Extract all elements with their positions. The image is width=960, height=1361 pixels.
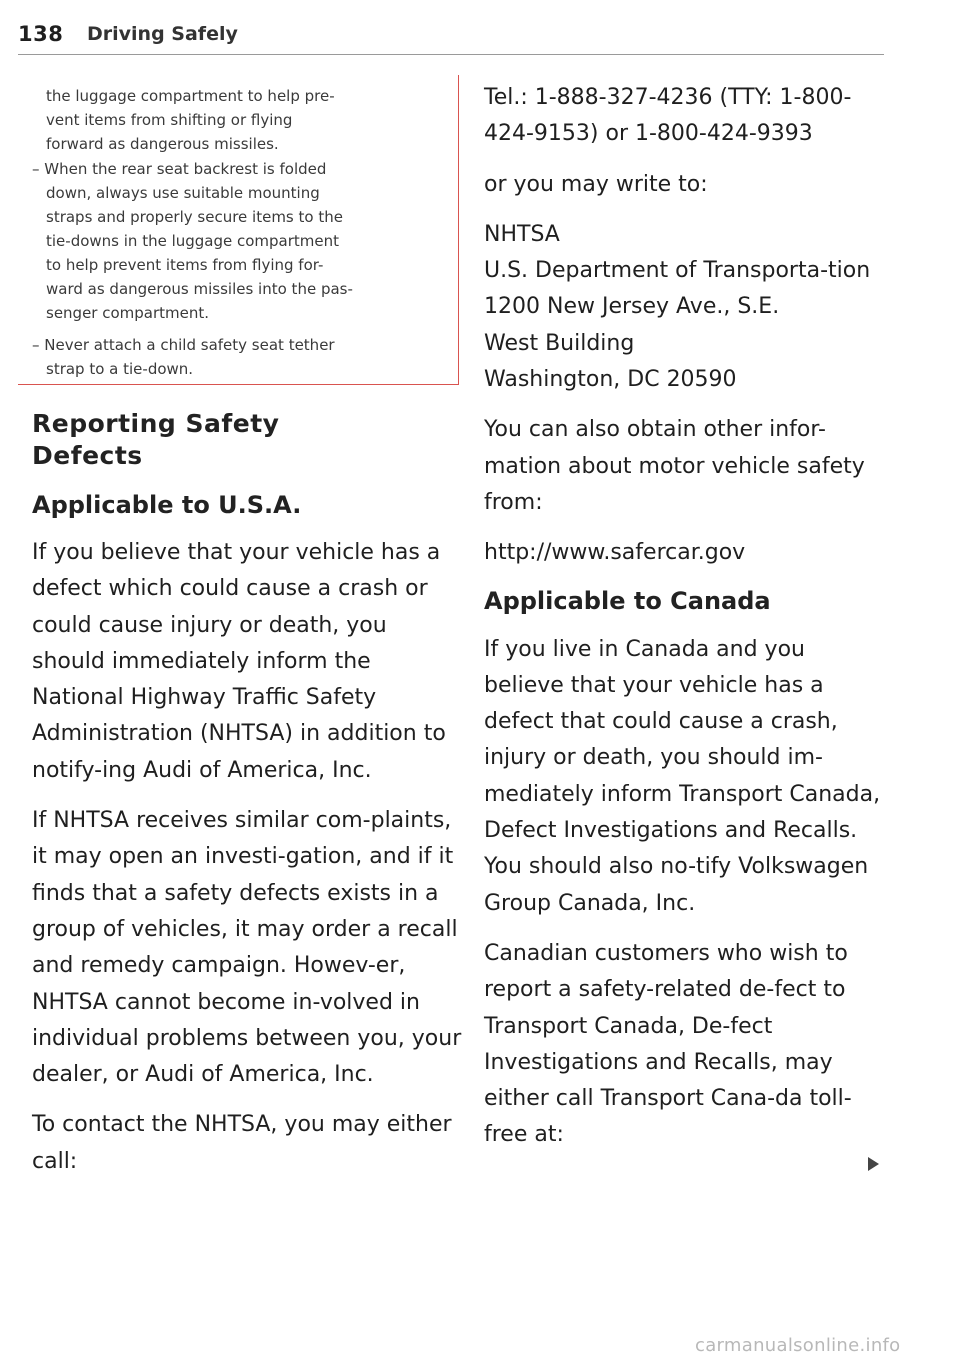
warning-line: forward as dangerous missiles. — [46, 135, 279, 153]
us-paragraph-1: If you believe that your vehicle has a defect which could cause a crash or could cause injury or death, you should immediately inform the National Highway Traffic Safety Administration (NHTSA) in addition to notify-ing Audi of America, Inc. — [32, 540, 446, 783]
warning-bullet-1: – When the rear seat backrest is folded — [32, 160, 327, 178]
us-paragraph-3: To contact the NHTSA, you may either call: — [32, 1112, 452, 1174]
phone-numbers: Tel.: 1-888-327-4236 (TTY: 1-800-424-9153) or 1-800-424-9393 — [484, 85, 852, 147]
also-obtain-text: You can also obtain other infor-mation about motor vehicle safety from: — [484, 417, 865, 515]
us-paragraph-2: If NHTSA receives similar com-plaints, it may open an investi-gation, and if it finds that a safety defects exists in a group of vehicles, it may order a recall and remedy campaign. Howev-er, NHTSA cannot become in-volved in individual problems between you, your dealer, or Audi of America, Inc. — [32, 808, 462, 1088]
us-subheading: Applicable to U.S.A. — [32, 491, 302, 519]
safercar-url[interactable]: http://www.safercar.gov — [484, 540, 746, 566]
warning-line: senger compartment. — [46, 304, 210, 322]
write-to-text: or you may write to: — [484, 171, 708, 197]
warning-line: the luggage compartment to help pre- — [46, 87, 335, 105]
canada-subheading: Applicable to Canada — [484, 586, 771, 615]
canada-paragraph-2: Canadian customers who wish to report a safety-related de-fect to Transport Canada, De-fect Investigations and Recalls, may either call Transport Cana-da toll-free at: — [484, 940, 852, 1148]
right-column — [484, 80, 884, 1154]
section-title: Driving Safely — [87, 23, 238, 45]
continue-arrow-icon — [868, 1157, 879, 1171]
left-column — [32, 408, 462, 1180]
canada-paragraph-1: If you live in Canada and you believe that your vehicle has a defect that could cause a crash, injury or death, you should im-mediately inform Transport Canada, Defect Investigations and Recalls. You should also no-tify Volkswagen Group Canada, Inc. — [484, 636, 881, 916]
warning-line: tie-downs in the luggage compartment — [46, 232, 340, 250]
page-number: 138 — [18, 22, 64, 46]
section-heading: Reporting Safety Defects — [32, 409, 280, 470]
warning-line: to help prevent items from flying for- — [46, 256, 324, 274]
warning-line: vent items from shifting or flying — [46, 111, 293, 129]
header-divider — [18, 54, 884, 55]
warning-line: strap to a tie-down. — [46, 360, 194, 378]
warning-line: ward as dangerous missiles into the pas- — [46, 280, 353, 298]
watermark: carmanualsonline.info — [695, 1335, 901, 1356]
warning-bullet-2: – Never attach a child safety seat tether — [32, 336, 335, 354]
page-header — [18, 22, 884, 52]
warning-line: straps and properly secure items to the — [46, 208, 343, 226]
nhtsa-address: NHTSA U.S. Department of Transporta-tion 1200 New Jersey Ave., S.E. West Building Washington, DC 20590 — [484, 221, 871, 393]
warning-line: down, always use suitable mounting — [46, 184, 320, 202]
